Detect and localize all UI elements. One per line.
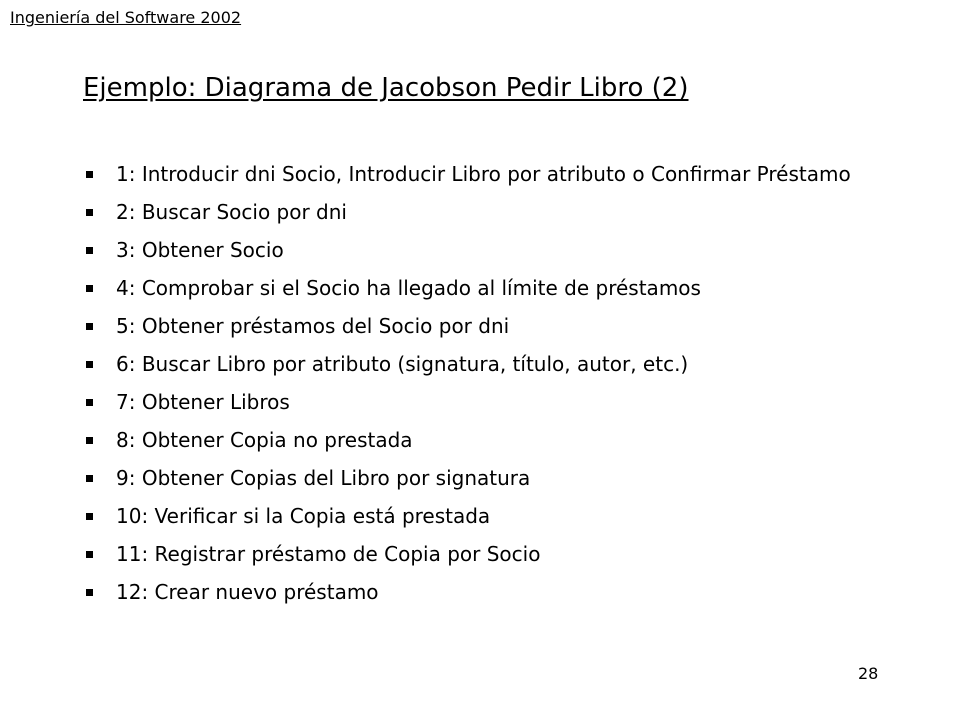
bullet-text: 4: Comprobar si el Socio ha llegado al límite de préstamos bbox=[116, 276, 701, 300]
list-item bbox=[80, 540, 880, 568]
bullet-text: 2: Buscar Socio por dni bbox=[116, 200, 347, 224]
bullet-text: 8: Obtener Copia no prestada bbox=[116, 428, 413, 452]
square-bullet-icon bbox=[86, 323, 93, 330]
square-bullet-icon bbox=[86, 589, 93, 596]
bullet-text: 6: Buscar Libro por atributo (signatura, título, autor, etc.) bbox=[116, 352, 689, 376]
square-bullet-icon bbox=[86, 551, 93, 558]
bullet-text: 11: Registrar préstamo de Copia por Socio bbox=[116, 542, 541, 566]
list-item bbox=[80, 502, 880, 530]
course-header: Ingeniería del Software 2002 bbox=[10, 8, 242, 27]
list-item bbox=[80, 388, 880, 416]
list-item bbox=[80, 426, 880, 454]
list-item bbox=[80, 274, 880, 302]
square-bullet-icon bbox=[86, 171, 93, 178]
square-bullet-icon bbox=[86, 399, 93, 406]
square-bullet-icon bbox=[86, 285, 93, 292]
list-item bbox=[80, 464, 880, 492]
list-item bbox=[80, 160, 880, 188]
square-bullet-icon bbox=[86, 437, 93, 444]
square-bullet-icon bbox=[86, 513, 93, 520]
square-bullet-icon bbox=[86, 475, 93, 482]
bullet-text: 5: Obtener préstamos del Socio por dni bbox=[116, 314, 510, 338]
slide-title: Ejemplo: Diagrama de Jacobson Pedir Libro (2) bbox=[83, 73, 689, 103]
list-item bbox=[80, 236, 880, 264]
square-bullet-icon bbox=[86, 361, 93, 368]
bullet-list bbox=[80, 160, 880, 616]
bullet-text: 9: Obtener Copias del Libro por signatura bbox=[116, 466, 531, 490]
bullet-text: 7: Obtener Libros bbox=[116, 390, 290, 414]
list-item bbox=[80, 350, 880, 378]
bullet-text: 1: Introducir dni Socio, Introducir Libro por atributo o Confirmar Préstamo bbox=[116, 162, 851, 186]
list-item bbox=[80, 578, 880, 606]
list-item bbox=[80, 312, 880, 340]
bullet-text: 10: Verificar si la Copia está prestada bbox=[116, 504, 491, 528]
square-bullet-icon bbox=[86, 209, 93, 216]
list-item bbox=[80, 198, 880, 226]
bullet-text: 3: Obtener Socio bbox=[116, 238, 284, 262]
square-bullet-icon bbox=[86, 247, 93, 254]
page-number: 28 bbox=[858, 664, 879, 683]
bullet-text: 12: Crear nuevo préstamo bbox=[116, 580, 379, 604]
